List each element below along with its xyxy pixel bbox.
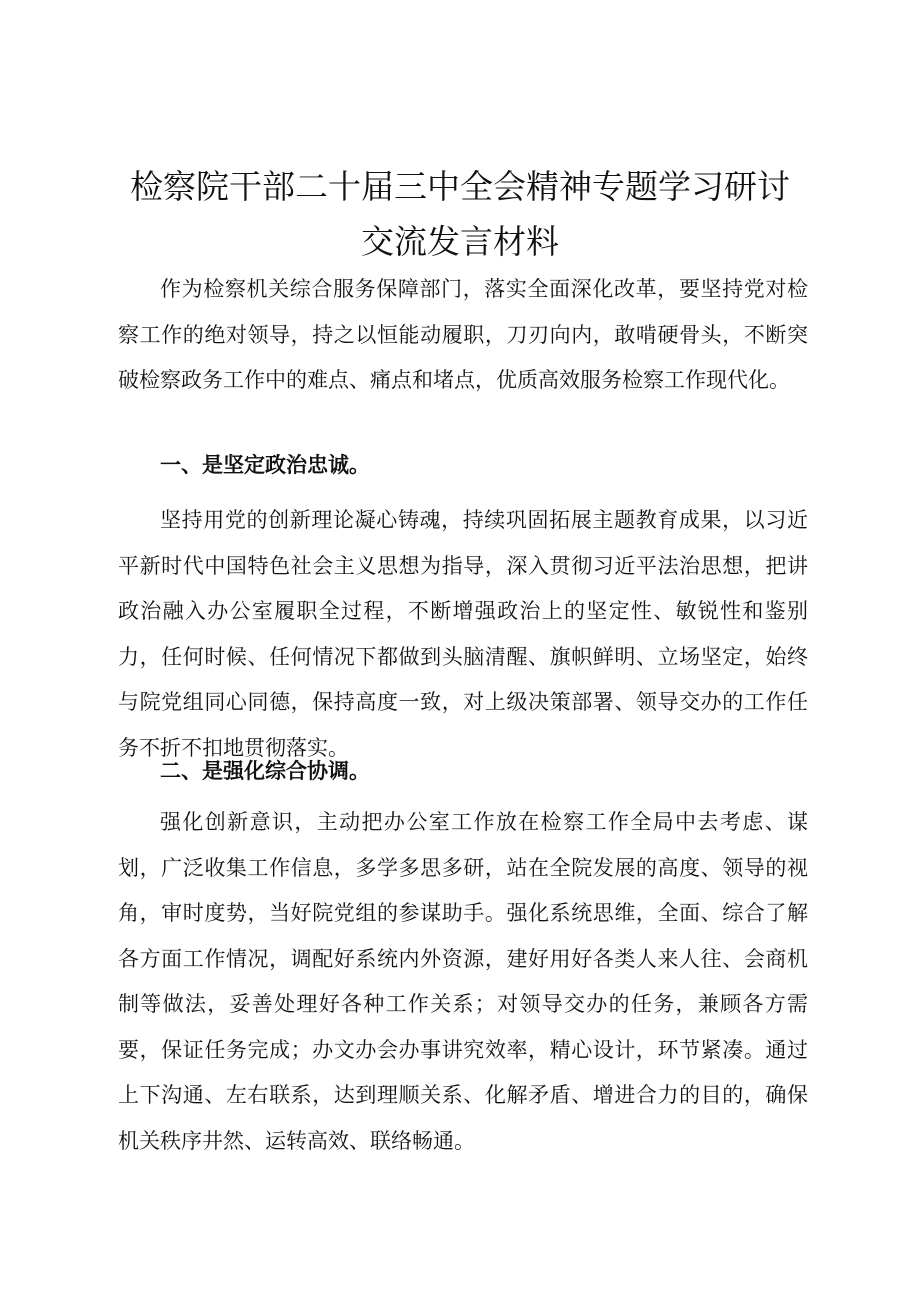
section-2-heading: 二、是强化综合协调。 bbox=[160, 759, 370, 783]
section-1-paragraph: 坚持用党的创新理论凝心铸魂，持续巩固拓展主题教育成果，以习近平新时代中国特色社会主义思想为指导，深入贯彻习近平法治思想，把讲政治融入办公室履职全过程，不断增强政治上的坚定性、敏锐性和鉴别力，任何时候、任何情况下都做到头脑清醒、旗帜鲜明、立场坚定，始终与院党组同心同德，保持高度一致，对上级决策部署、领导交办的工作任务不折不扣地贯彻落实。 bbox=[118, 508, 808, 760]
intro-paragraph: 作为检察机关综合服务保障部门，落实全面深化改革，要坚持党对检察工作的绝对领导，持之以恒能动履职，刀刃向内，敢啃硬骨头，不断突破检察政务工作中的难点、痛点和堵点，优质高效服务检察工作现代化。 bbox=[118, 277, 808, 392]
section-2-paragraph: 强化创新意识，主动把办公室工作放在检察工作全局中去考虑、谋划，广泛收集工作信息，多学多思多研，站在全院发展的高度、领导的视角，审时度势，当好院党组的参谋助手。强化系统思维，全面、综合了解各方面工作情况，调配好系统内外资源，建好用好各类人来人往、会商机制等做法，妥善处理好各种工作关系；对领导交办的任务，兼顾各方需要，保证任务完成；办文办会办事讲究效率，精心设计，环节紧凑。通过上下沟通、左右联系，达到理顺关系、化解矛盾、增进合力的目的，确保机关秩序井然、运转高效、联络畅通。 bbox=[118, 810, 808, 1153]
document-title-line-2: 交流发言材料 bbox=[361, 222, 559, 261]
document-title-line-1: 检察院干部二十届三中全会精神专题学习研讨 bbox=[130, 167, 790, 206]
section-1-heading: 一、是坚定政治忠诚。 bbox=[160, 453, 370, 477]
